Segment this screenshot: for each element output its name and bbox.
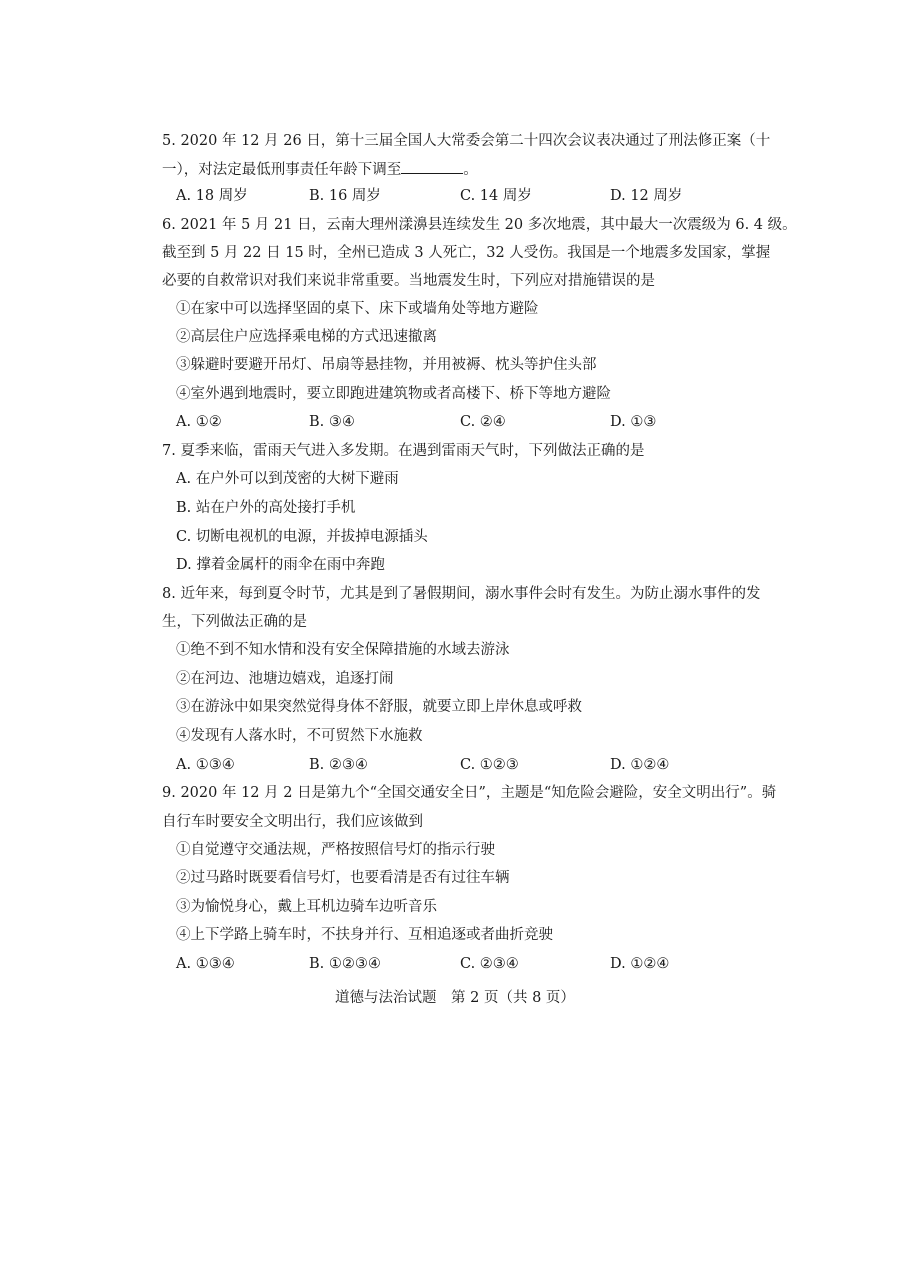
question-5-stem-line-1: 5. 2020 年 12 月 26 日，第十三届全国人大常委会第二十四次会议表决通过了刑法修正案（十: [162, 133, 771, 149]
option-b: B. ②③④: [309, 757, 368, 773]
question-6-stem-line-3: 必要的自救常识对我们来说非常重要。当地震发生时，下列应对措施错误的是: [162, 273, 655, 289]
question-6-options: [176, 412, 696, 432]
option-c: C. 14 周岁: [460, 188, 532, 204]
question-6-item-1: ①在家中可以选择坚固的桌下、床下或墙角处等地方避险: [176, 301, 539, 317]
question-8-item-3: ③在游泳中如果突然觉得身体不舒服，就要立即上岸休息或呼救: [176, 699, 582, 715]
option-d: D. ①②④: [610, 757, 670, 773]
option-d: D. ①③: [610, 414, 657, 430]
question-6-item-3: ③躲避时要避开吊灯、吊扇等悬挂物，并用被褥、枕头等护住头部: [176, 357, 597, 373]
question-7-option-b: B. 站在户外的高处接打手机: [176, 500, 356, 516]
question-5-stem-line-2: [162, 159, 478, 180]
question-7-option-a: A. 在户外可以到茂密的大树下避雨: [176, 471, 399, 487]
option-b: B. ③④: [309, 414, 355, 430]
question-8-stem-line-1: 8. 近年来，每到夏令时节，尤其是到了暑假期间，溺水事件会时有发生。为防止溺水事件的发: [162, 586, 761, 602]
question-8-options: [176, 755, 696, 775]
question-5-stem-text: 一），对法定最低刑事责任年龄下调至: [162, 162, 402, 178]
option-c: C. ②③④: [460, 956, 519, 972]
question-5-stem-end: 。: [463, 162, 478, 178]
question-7-option-c: C. 切断电视机的电源，并拔掉电源插头: [176, 529, 428, 545]
option-b: B. ①②③④: [309, 956, 381, 972]
option-b: B. 16 周岁: [309, 188, 381, 204]
option-d: D. ①②④: [610, 956, 670, 972]
question-8-item-1: ①绝不到不知水情和没有安全保障措施的水域去游泳: [176, 642, 510, 658]
page-footer: 道德与法治试题 第 2 页（共 8 页）: [335, 990, 575, 1006]
question-9-item-2: ②过马路时既要看信号灯，也要看清是否有过往车辆: [176, 870, 510, 886]
option-a: A. ①③④: [176, 956, 235, 972]
option-d: D. 12 周岁: [610, 188, 683, 204]
option-c: C. ②④: [460, 414, 506, 430]
question-6-item-4: ④室外遇到地震时，要立即跑进建筑物或者高楼下、桥下等地方避险: [176, 386, 611, 402]
question-7-stem: 7. 夏季来临，雷雨天气进入多发期。在遇到雷雨天气时，下列做法正确的是: [162, 443, 645, 459]
option-a: A. ①②: [176, 414, 222, 430]
question-9-options: [176, 954, 696, 974]
question-9-item-1: ①自觉遵守交通法规，严格按照信号灯的指示行驶: [176, 842, 495, 858]
answer-blank: [401, 159, 463, 174]
question-6-stem-line-1: 6. 2021 年 5 月 21 日，云南大理州漾濞县连续发生 20 多次地震，其中最大一次震级为 6. 4 级。: [162, 217, 797, 233]
question-7-option-d: D. 撑着金属杆的雨伞在雨中奔跑: [176, 557, 385, 573]
option-c: C. ①②③: [460, 757, 519, 773]
question-9-item-3: ③为愉悦身心，戴上耳机边骑车边听音乐: [176, 899, 437, 915]
question-5-options: [176, 186, 696, 206]
question-9-stem-line-2: 自行车时要安全文明出行，我们应该做到: [162, 814, 423, 830]
question-9-item-4: ④上下学路上骑车时，不扶身并行、互相追逐或者曲折竞驶: [176, 927, 553, 943]
option-a: A. ①③④: [176, 757, 235, 773]
option-a: A. 18 周岁: [176, 188, 248, 204]
question-8-item-4: ④发现有人落水时，不可贸然下水施救: [176, 728, 423, 744]
question-6-stem-line-2: 截至到 5 月 22 日 15 时，全州已造成 3 人死亡，32 人受伤。我国是一个地震多发国家，掌握: [162, 245, 771, 261]
question-8-stem-line-2: 生，下列做法正确的是: [162, 614, 307, 630]
question-9-stem-line-1: 9. 2020 年 12 月 2 日是第九个“全国交通安全日”，主题是“知危险会避险，安全文明出行”。骑: [162, 785, 777, 801]
question-6-item-2: ②高层住户应选择乘电梯的方式迅速撤离: [176, 329, 437, 345]
question-8-item-2: ②在河边、池塘边嬉戏，追逐打闹: [176, 671, 394, 687]
